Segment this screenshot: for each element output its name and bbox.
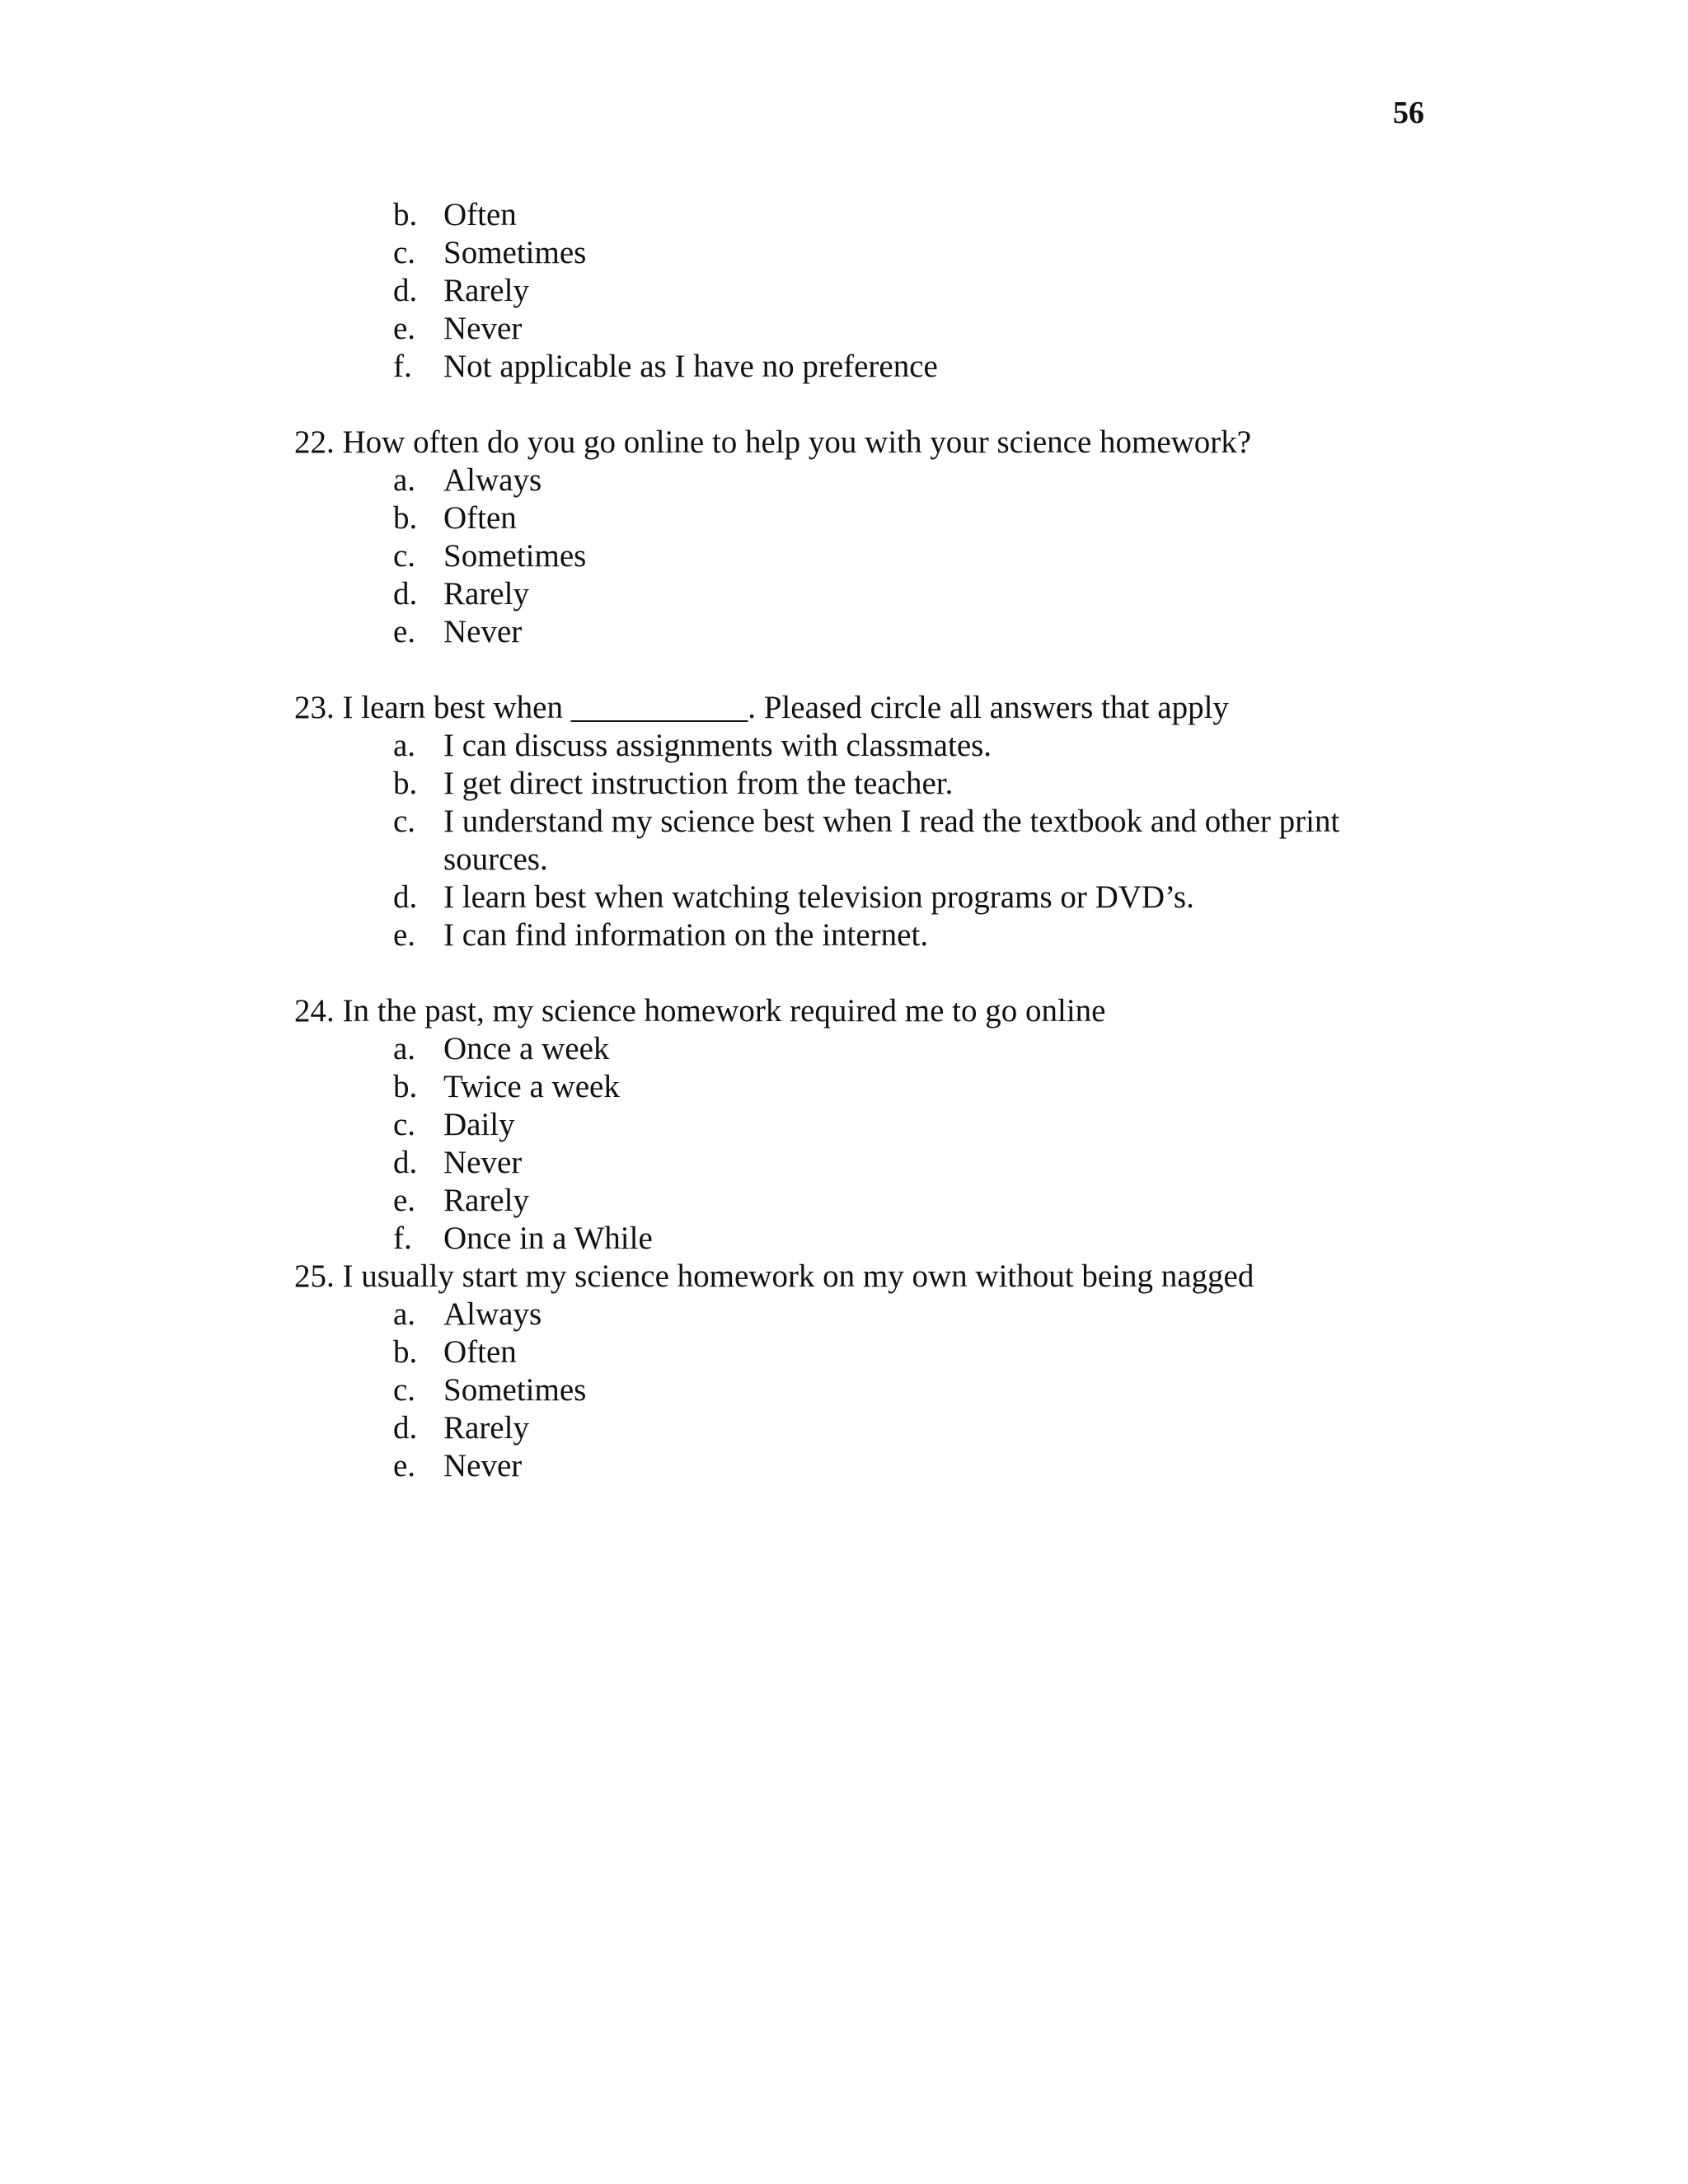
option-text: Always [443,1296,542,1332]
option-letter: a. [393,728,416,763]
option-letter: c. [393,1107,416,1142]
option-letter: b. [393,766,418,801]
option-text: I understand my science best when I read the textbook and other print sources. [443,804,1340,877]
spacer [294,954,1448,992]
list-item [294,1144,1448,1182]
list-item [294,1296,1448,1333]
question-24 [294,992,1448,1258]
list-item [294,879,1448,916]
option-text: Never [443,311,523,346]
option-letter: e. [393,614,416,649]
list-item [294,613,1448,651]
list-item [294,1030,1448,1068]
page-number: 56 [1393,96,1424,130]
question-25 [294,1258,1448,1485]
option-text: Once a week [443,1031,610,1066]
list-item [294,1182,1448,1220]
option-text: I can find information on the internet. [443,917,929,953]
list-item [294,727,1448,765]
list-item [294,1409,1448,1447]
option-text: Rarely [443,1183,529,1218]
answer-options [294,462,1448,651]
answer-options [294,727,1448,954]
option-text: Always [443,462,542,498]
option-letter: d. [393,879,418,915]
question-22 [294,424,1448,651]
answer-options [294,1030,1448,1258]
list-item [294,499,1448,537]
option-letter: e. [393,1448,416,1483]
list-item [294,1371,1448,1409]
option-text: Never [443,1448,523,1483]
list-item [294,537,1448,575]
list-item [294,1333,1448,1371]
option-letter: b. [393,197,418,232]
list-item [294,916,1448,954]
option-letter: e. [393,1183,416,1218]
option-text: Not applicable as I have no preference [443,349,938,384]
option-letter: f. [393,1221,412,1256]
option-letter: a. [393,1031,416,1066]
option-letter: a. [393,462,416,498]
question-text: 25. I usually start my science homework on my own without being nagged [294,1258,1254,1294]
option-letter: d. [393,576,418,612]
question-23 [294,689,1448,954]
option-letter: b. [393,500,418,536]
list-item [294,272,1448,310]
option-text: Sometimes [443,1372,587,1408]
list-item [294,348,1448,386]
option-text: Twice a week [443,1069,620,1104]
option-text: I learn best when watching television programs or DVD’s. [443,879,1194,915]
list-item [294,310,1448,348]
option-letter: d. [393,1410,418,1446]
option-text: Rarely [443,576,529,612]
option-letter: a. [393,1296,416,1332]
continued-options [294,196,1448,386]
option-letter: c. [393,1372,416,1408]
list-item [294,1068,1448,1106]
option-letter: b. [393,1334,418,1370]
option-text: Once in a While [443,1221,653,1256]
option-text: Never [443,1145,523,1180]
option-letter: c. [393,804,416,839]
question-text: 24. In the past, my science homework required me to go online [294,993,1106,1029]
option-text: Sometimes [443,538,587,574]
list-item [294,1220,1448,1258]
option-text: I get direct instruction from the teacher. [443,766,954,801]
option-text: Rarely [443,273,529,308]
list-item [294,803,1448,879]
option-text: Rarely [443,1410,529,1446]
option-text: Often [443,1334,517,1370]
list-item [294,196,1448,234]
spacer [294,651,1448,689]
option-letter: b. [393,1069,418,1104]
list-item [294,1106,1448,1144]
option-text: Sometimes [443,235,587,270]
list-item [294,765,1448,803]
answer-options [294,1296,1448,1485]
option-letter: d. [393,273,418,308]
option-text: Often [443,197,517,232]
list-item [294,462,1448,499]
option-letter: c. [393,235,416,270]
option-text: Often [443,500,517,536]
option-text: I can discuss assignments with classmates. [443,728,992,763]
list-item [294,575,1448,613]
list-item [294,1447,1448,1485]
option-letter: e. [393,917,416,953]
option-text: Never [443,614,523,649]
list-item [294,234,1448,272]
option-letter: f. [393,349,412,384]
survey-content [294,196,1448,1485]
option-letter: c. [393,538,416,574]
spacer [294,386,1448,424]
question-text: 22. How often do you go online to help you with your science homework? [294,424,1252,460]
question-text: 23. I learn best when ___________. Pleased circle all answers that apply [294,690,1229,725]
option-text: Daily [443,1107,515,1142]
option-letter: d. [393,1145,418,1180]
option-letter: e. [393,311,416,346]
